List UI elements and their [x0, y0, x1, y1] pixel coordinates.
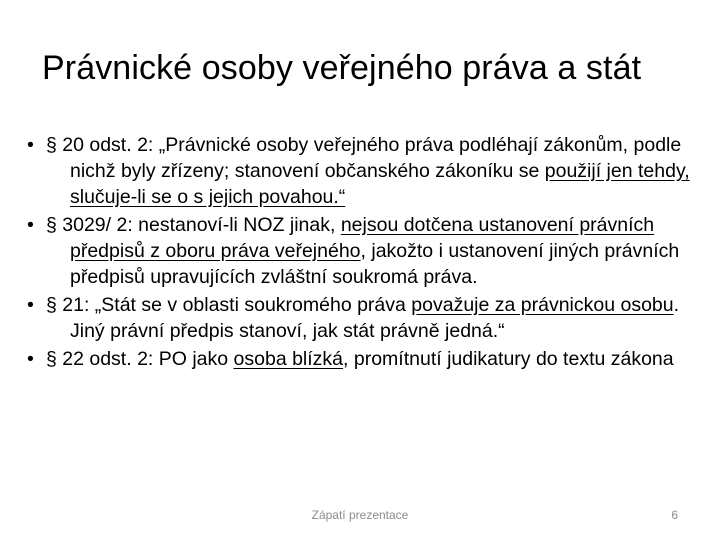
bullet-item	[22, 346, 702, 372]
underlined-text: nejsou dotčena ustanovení právních předpisů z oboru práva veřejného	[70, 214, 655, 262]
bullet-item	[22, 132, 702, 210]
bullet-list	[22, 132, 702, 374]
bullet-text-part: § 22 odst. 2: PO jako	[46, 348, 234, 370]
slide-footer: Zápatí prezentace	[311, 508, 409, 522]
bullet-text-part: § 3029/ 2: nestanoví-li NOZ jinak,	[46, 214, 341, 236]
bullet-text-part: § 21: „Stát se v oblasti soukromého práva	[46, 294, 412, 316]
bullet-marker: •	[27, 348, 34, 370]
bullet-item	[22, 212, 702, 290]
bullet-marker: •	[27, 134, 34, 156]
underlined-text: použijí jen tehdy, slučuje-li se o s jejich povahou.“	[70, 160, 690, 208]
slide-title: Právnické osoby veřejného práva a stát	[42, 49, 642, 87]
bullet-text	[46, 214, 679, 288]
underlined-text: osoba blízká	[233, 348, 344, 370]
bullet-text-part: . Jiný právní předpis stanoví, jak stát právně jedná.“	[70, 294, 680, 342]
bullet-text-part: § 20 odst. 2: „Právnické osoby veřejného práva podléhají zákonům, podle nichž byly zřízeny; stanovení občanského zákoníku se	[46, 134, 682, 182]
bullet-text	[46, 134, 690, 208]
underlined-text: považuje za právnickou osobu	[411, 294, 674, 316]
bullet-text	[46, 348, 674, 370]
bullet-text-part: , jakožto i ustanovení jiných právních předpisů upravujících zvláštní soukromá práva.	[70, 240, 680, 288]
bullet-marker: •	[27, 294, 34, 316]
page-number: 6	[671, 508, 678, 522]
bullet-item	[22, 292, 702, 344]
bullet-marker: •	[27, 214, 34, 236]
bullet-text	[46, 294, 679, 342]
bullet-text-part: , promítnutí judikatury do textu zákona	[343, 348, 674, 370]
